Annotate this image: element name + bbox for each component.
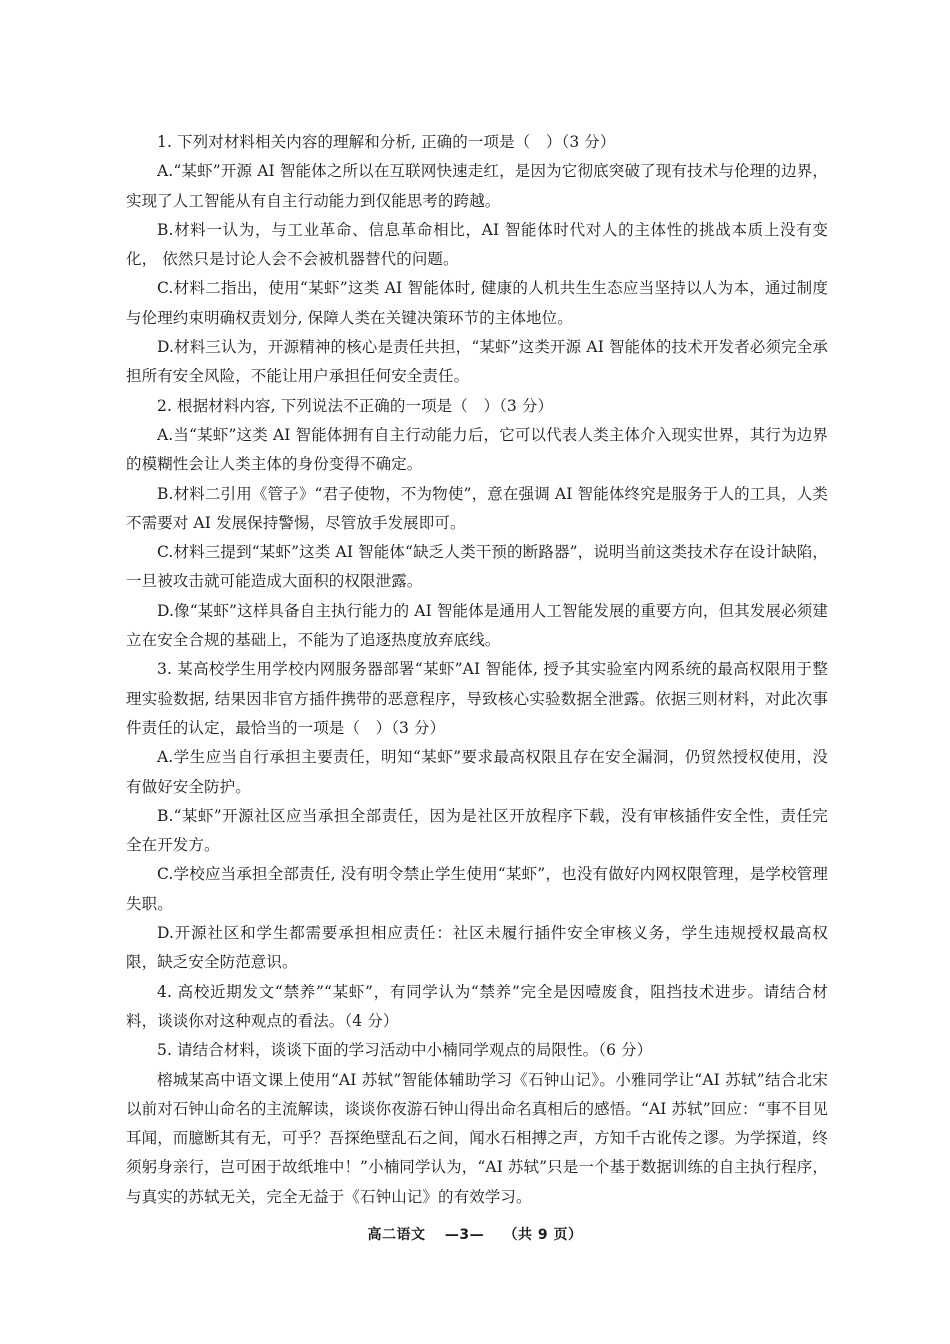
question-1-stem: 1. 下列对材料相关内容的理解和分析, 正确的一项是（ ）（3 分） <box>157 133 616 151</box>
question-5-passage: 榕城某高中语文课上使用“AI 苏轼”智能体辅助学习《石钟山记》。小雅同学让“AI 苏轼”结合北宋以前对石钟山命名的主流解读，谈谈你夜游石钟山得出命名真相后的感悟。“AI 苏轼”回应：“事不目见耳闻，而臆断其有无，可乎？吾探绝壁乱石之间，闻水石相搏之声，方知千古讹传之谬。为学探道，终须躬身亲行，岂可困于故纸堆中！”小楠同学认为，“AI 苏轼”只是一个基于数据训练的自主执行程序，与真实的苏轼无关，完全无益于《石钟山记》的有效学习。 <box>126 1070 829 1206</box>
question-1-option-d: D.材料三认为，开源精神的核心是责任共担，“某虾”这类开源 AI 智能体的技术开发者必须完全承担所有安全风险，不能让用户承担任何安全责任。 <box>126 338 828 386</box>
footer-subject: 高二语文 <box>367 1227 426 1243</box>
question-1-option-a: A.“某虾”开源 AI 智能体之所以在互联网快速走红，是因为它彻底突破了现有技术与伦理的边界，实现了人工智能从有自主行动能力到仅能思考的跨越。 <box>126 162 828 210</box>
question-2-stem: 2. 根据材料内容, 下列说法不正确的一项是（ ）（3 分） <box>157 396 554 415</box>
question-1-option-c: C.材料二指出，使用“某虾”这类 AI 智能体时, 健康的人机共生生态应当坚持以人为本，通过制度与伦理约束明确权责划分, 保障人类在关键决策环节的主体地位。 <box>126 279 828 327</box>
question-2-option-c: C.材料三提到“某虾”这类 AI 智能体“缺乏人类干预的断路器”，说明当前这类技术存在设计缺陷，一旦被攻击就可能造成大面积的权限泄露。 <box>126 543 828 591</box>
question-3-stem: 3. 某高校学生用学校内网服务器部署“某虾”AI 智能体, 授予其实验室内网系统的最高权限用于整理实验数据, 结果因非官方插件携带的恶意程序，导致核心实验数据全泄露。依据三则材料，对此次事件责任的认定，最恰当的一项是（ ）（3 分） <box>126 660 828 737</box>
question-4-stem: 4. 高校近期发文“禁养”“某虾”，有同学认为“禁养”完全是因噎废食，阻挡技术进步。请结合材料，谈谈你对这种观点的看法。（4 分） <box>126 982 828 1030</box>
footer-total-pages: （共 9 页） <box>503 1227 583 1243</box>
question-3-option-c: C.学校应当承担全部责任, 没有明令禁止学生使用“某虾”，也没有做好内网权限管理，是学校管理失职。 <box>126 865 828 913</box>
question-list <box>126 128 828 1212</box>
question-3-option-a: A.学生应当自行承担主要责任，明知“某虾”要求最高权限且存在安全漏洞，仍贸然授权使用，没有做好安全防护。 <box>126 748 828 796</box>
question-2-option-d: D.像“某虾”这样具备自主执行能力的 AI 智能体是通用人工智能发展的重要方向，但其发展必须建立在安全合规的基础上，不能为了追逐热度放弃底线。 <box>126 601 828 650</box>
question-3-option-b: B.“某虾”开源社区应当承担全部责任，因为是社区开放程序下载，没有审核插件安全性，责任完全在开发方。 <box>126 806 828 855</box>
question-5-stem: 5. 请结合材料，谈谈下面的学习活动中小楠同学观点的局限性。（6 分） <box>157 1041 653 1060</box>
footer-page-number: —3— <box>444 1227 485 1243</box>
question-2-option-b: B.材料二引用《管子》“君子使物，不为物使”，意在强调 AI 智能体终究是服务于人的工具，人类不需要对 AI 发展保持警惕，尽管放手发展即可。 <box>126 484 828 532</box>
question-1-option-b: B.材料一认为，与工业革命、信息革命相比，AI 智能体时代对人的主体性的挑战本质上没有变化， 依然只是讨论人会不会被机器替代的问题。 <box>126 220 828 269</box>
question-3-option-d: D.开源社区和学生都需要承担相应责任：社区未履行插件安全审核义务，学生违规授权最高权限，缺乏安全防范意识。 <box>126 924 828 972</box>
question-2-option-a: A.当“某虾”这类 AI 智能体拥有自主行动能力后，它可以代表人类主体介入现实世界，其行为边界的模糊性会让人类主体的身份变得不确定。 <box>126 425 828 474</box>
page-footer <box>0 1224 950 1244</box>
